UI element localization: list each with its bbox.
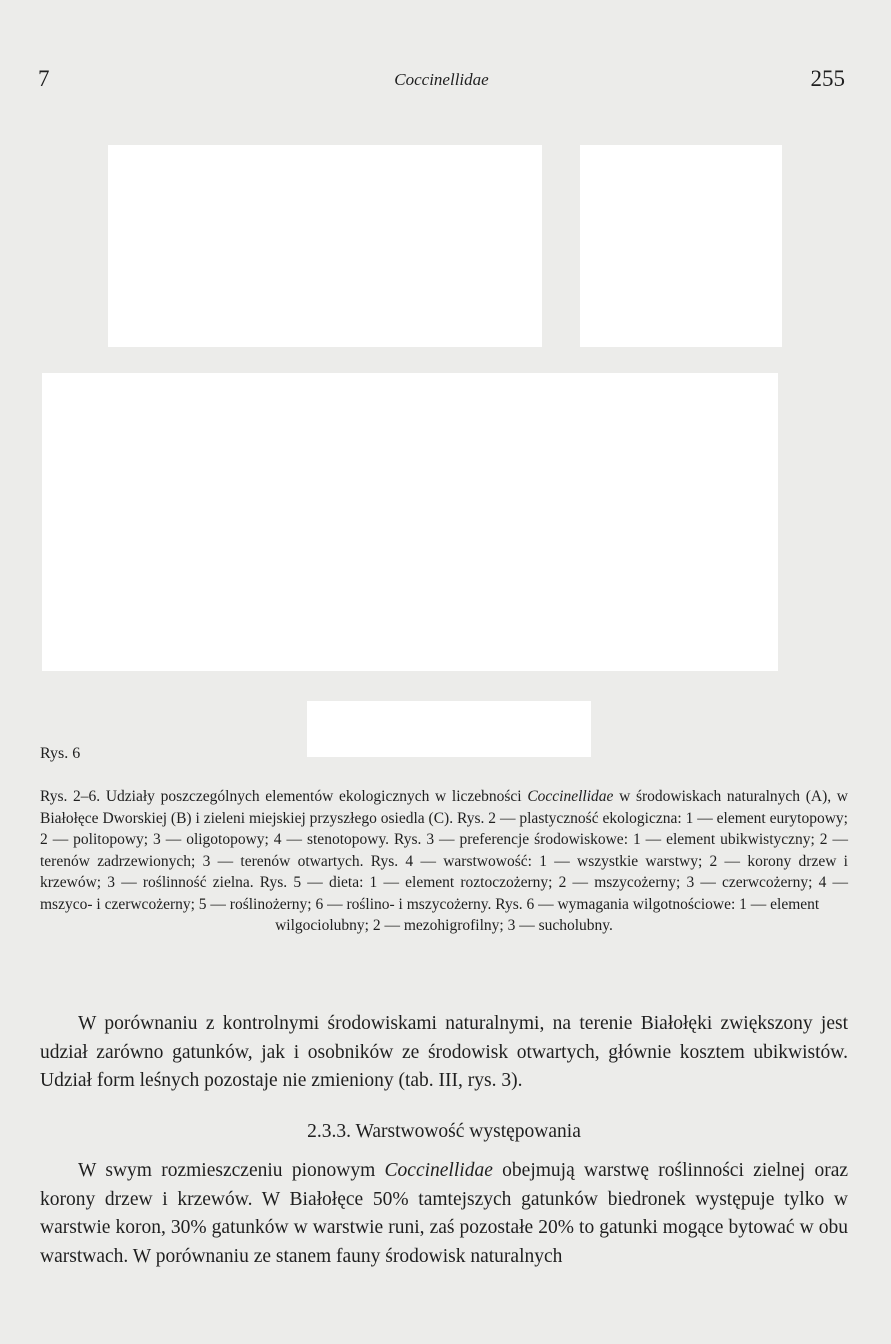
paragraph-2-rest: obejmują warstwę roślinności zielnej oraz korony drzew i krzewów. W Białołęce 50% tamtejszych gatunków biedronek występuje tylko w warstwie koron, 30% gatunków w warstwie runi, zaś pozostałe 20% to gatunki mogące bytować w obu warstwach. W porównaniu ze stanem fauny środowisk naturalnych bbox=[40, 1160, 849, 1267]
paragraph-2-start: W swym rozmieszczeniu pionowym bbox=[78, 1160, 385, 1181]
paragraph-2-text bbox=[40, 1157, 848, 1271]
figure-label: Rys. 6 bbox=[40, 745, 81, 762]
figure-panel-b bbox=[580, 145, 782, 347]
running-title: Coccinellidae bbox=[394, 70, 489, 89]
paragraph-1 bbox=[40, 1010, 848, 1096]
paragraph-2-taxon: Coccinellidae bbox=[384, 1160, 493, 1181]
section-heading: 2.3.3. Warstwowość występowania bbox=[307, 1121, 581, 1142]
caption-body bbox=[40, 786, 848, 915]
caption-text-start: Rys. 2–6. Udziały poszczególnych elementów ekologicznych w liczebności bbox=[40, 788, 528, 805]
figure-panel-c bbox=[42, 373, 778, 671]
running-header bbox=[38, 66, 845, 96]
figure-caption bbox=[40, 786, 848, 937]
figure-panel-a bbox=[108, 145, 542, 347]
chapter-number: 7 bbox=[38, 66, 50, 91]
caption-taxon: Coccinellidae bbox=[527, 788, 614, 805]
figure-legend-box bbox=[307, 701, 591, 757]
paragraph-2 bbox=[40, 1157, 848, 1271]
paragraph-1-text: W porównaniu z kontrolnymi środowiskami naturalnymi, na terenie Białołęki zwiększony jest udział zarówno gatunków, jak i osobników ze środowisk otwartych, głównie kosztem ubikwistów. Udział form leśnych pozostaje nie zmieniony (tab. III, rys. 3). bbox=[40, 1013, 848, 1091]
caption-last-line: wilgociolubny; 2 — mezohigrofilny; 3 — sucholubny. bbox=[275, 917, 613, 934]
caption-text-rest: w środowiskach naturalnych (A), w Białołęce Dworskiej (B) i zieleni miejskiej przyszłego osiedla (C). Rys. 2 — plastyczność ekologiczna: 1 — element eurytopowy; 2 — politopowy; 3 — oligotopowy; 4 — stenotopowy. Rys. 3 — preferencje środowiskowe: 1 — element ubikwistyczny; 2 — terenów zadrzewionych; 3 — terenów otwartych. Rys. 4 — warstwowość: 1 — wszystkie warstwy; 2 — korony drzew i krzewów; 3 — roślinność zielna. Rys. 5 — dieta: 1 — element roztoczożerny; 2 — mszycożerny; 3 — czerwcożerny; 4 — mszyco- i czerwcożerny; 5 — roślinożerny; 6 — roślino- i mszycożerny. Rys. 6 — wymagania wilgotnościowe: 1 — element bbox=[40, 788, 848, 913]
page-number: 255 bbox=[810, 66, 845, 91]
